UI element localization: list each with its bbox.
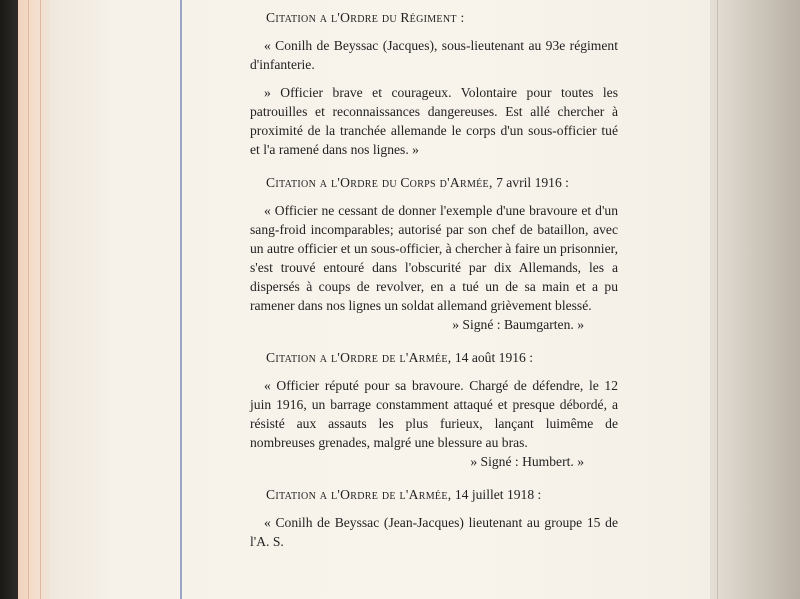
citation-3-signature: » Signé : Humbert. » (470, 454, 584, 469)
citation-2-heading: Citation a l'Ordre du Corps d'Armée, 7 avril 1916 : (266, 175, 569, 190)
citation-2-signature: » Signé : Baumgarten. » (452, 317, 584, 332)
citation-4-intro: « Conilh de Beyssac (Jean-Jacques) lieutenant au groupe 15 de l'A. S. (250, 515, 618, 549)
page-text (250, 8, 618, 551)
citation-1-body: » Officier brave et courageux. Volontaire pour toutes les patrouilles et reconnaissances dangereuses. Est allé chercher à proximité de la tranchée allemande le corps d'un sous-officier tué et l'a ramené dans nos lignes. » (250, 85, 618, 157)
citation-3-body: « Officier réputé pour sa bravoure. Chargé de défendre, le 12 juin 1916, un barrage constamment attaqué et presque débordé, a résisté aux assauts les plus furieux, lançant luimême de nombreuses grenades, malgré une blessure au bras. (250, 378, 618, 450)
citation-1-heading: Citation a l'Ordre du Régiment : (266, 10, 465, 25)
book-gutter (710, 0, 800, 599)
citation-3-heading: Citation a l'Ordre de l'Armée, 14 août 1916 : (266, 350, 534, 365)
page-edge-line (180, 0, 182, 599)
citation-4-heading: Citation a l'Ordre de l'Armée, 14 juillet 1918 : (266, 487, 542, 502)
gutter-line (717, 0, 718, 599)
citation-1-intro: « Conilh de Beyssac (Jacques), sous-lieutenant au 93e régiment d'infanterie. (250, 38, 618, 72)
citation-2-body: « Officier ne cessant de donner l'exemple d'une bravoure et d'un sang-froid incomparables; autorisé par son chef de bataillon, avec un autre officier et un sous-officier, à chercher à faire un prisonnier, s'est trouvé entouré dans l'obscurité par dix Allemands, les a dispersés à coups de revolver, en a tué un de sa main et a pu ramener dans nos lignes un soldat allemand grièvement blessé. (250, 203, 618, 313)
